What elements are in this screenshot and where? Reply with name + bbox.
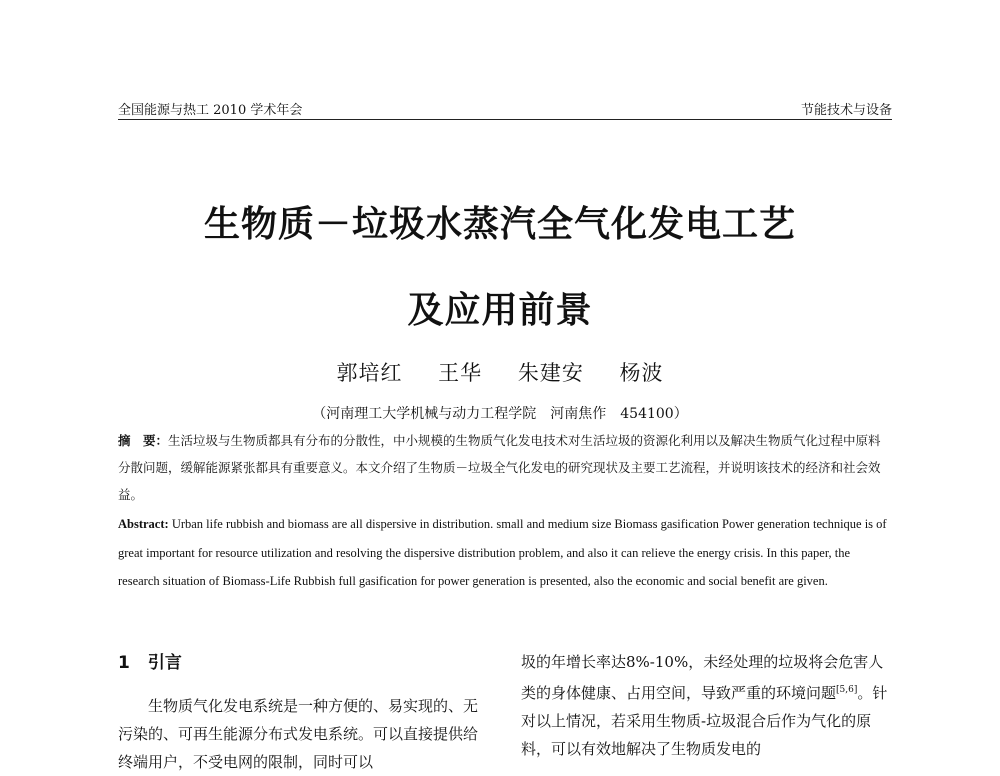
abstract-english-text: Urban life rubbish and biomass are all dispersive in distribution. small and medium size Biomass gasification Power generation technique is of great important for resource utilization and resolving the dispersive distribution problem, and also it can relieve the energy crisis. In this paper, the research situation of Biomass-Life Rubbish full gasification for power generation is presented, also the economic and social benefit are given. [118, 517, 887, 588]
left-column [118, 648, 490, 776]
right-column [521, 648, 893, 763]
abstract-chinese [118, 427, 892, 508]
running-header [118, 97, 892, 120]
section-number: 1 [118, 653, 130, 673]
section-title: 引言 [147, 653, 182, 673]
author: 郭培红 [336, 361, 403, 385]
author: 杨波 [619, 361, 664, 385]
affiliation: （河南理工大学机械与动力工程学院 河南焦作 454100） [312, 406, 688, 422]
abstract-chinese-text: 生活垃圾与生物质都具有分布的分散性，中小规模的生物质气化发电技术对生活垃圾的资源化利用以及解决生物质气化过程中原料分散问题，缓解能源紧张都具有重要意义。本文介绍了生物质－垃圾全气化发电的研究现状及主要工艺流程，并说明该技术的经济和社会效益。 [118, 433, 881, 502]
header-conference: 全国能源与热工 2010 学术年会 [118, 103, 303, 118]
author-list [0, 357, 1000, 387]
section-heading [118, 648, 490, 684]
abstract-english-label: Abstract: [118, 517, 169, 531]
author: 王华 [438, 361, 483, 385]
author: 朱建安 [517, 361, 584, 385]
body-text: 圾的年增长率达8%-10%，未经处理的垃圾将会危害人类的身体健康、占用空间，导致严重的环境问题 [521, 653, 884, 702]
body-text: 。针对以上情况，若采用生物质-垃圾混合后作为气化的原料，可以有效地解决了生物质发电的 [521, 684, 888, 758]
header-section: 节能技术与设备 [800, 103, 892, 118]
abstract-chinese-label: 摘 要： [118, 433, 169, 448]
abstract-english [118, 510, 892, 596]
body-paragraph: 生物质气化发电系统是一种方便的、易实现的、无污染的、可再生能源分布式发电系统。可以直接提供给终端用户，不受电网的限制，同时可以 [118, 697, 479, 771]
paper-title-line-1: 生物质－垃圾水蒸汽全气化发电工艺 [203, 204, 796, 245]
paper-title-line-2: 及应用前景 [407, 290, 593, 331]
citation: [5,6] [836, 685, 858, 695]
